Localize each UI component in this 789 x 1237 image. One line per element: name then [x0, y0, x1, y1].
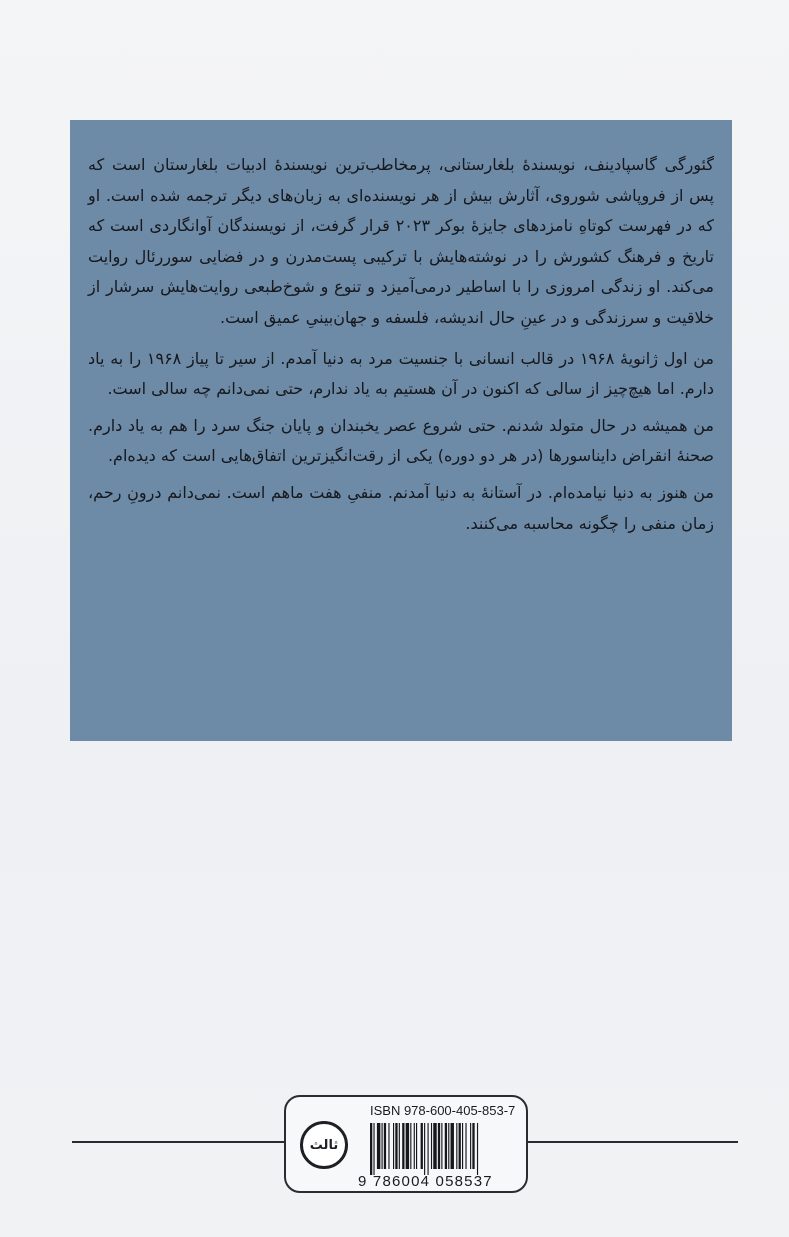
blurb-box: [70, 120, 732, 741]
quote-paragraph-2: من همیشه در حال متولد شدنم. حتی شروع عصر یخبندان و پایان جنگ سرد را هم به یاد دارم. صحنهٔ انقراض دایناسورها (در هر دو دوره) یکی از رقت‌انگیزترین اتفاق‌هایی است که دیده‌ام.: [88, 415, 714, 466]
footer-divider-right: [528, 1141, 738, 1143]
barcode-icon: [370, 1123, 522, 1175]
isbn-label: ISBN 978-600-405-853-7: [370, 1103, 516, 1118]
publisher-logo: [300, 1121, 348, 1169]
barcode-digits: 9 786004 058537: [358, 1173, 493, 1190]
publisher-logo-text: ثالث: [309, 1137, 339, 1153]
quote-paragraph-1: من اول ژانویهٔ ۱۹۶۸ در قالب انسانی با جنسیت مرد به دنیا آمدم. از سیر تا پیاز ۱۹۶۸ را به یاد دارم. اما هیچ‌چیز از سالی که اکنون در آن هستیم به یاد ندارم، حتی نمی‌دانم چه سالی است.: [88, 348, 714, 399]
quote-paragraph-3: من هنوز به دنیا نیامده‌ام. در آستانهٔ به دنیا آمدنم. منفیِ هفت ماهم است. نمی‌دانم درونِ رحم، زمان منفی را چگونه محاسبه می‌کنند.: [88, 482, 714, 533]
author-intro-paragraph: گئورگی گاسپادینف، نویسندهٔ بلغارستانی، پرمخاطب‌ترین نویسندهٔ ادبیات بلغارستان است که پس از فروپاشی شوروی، آثارش بیش از هر نویسنده‌ای به زبان‌های دیگر ترجمه شده است. او که در فهرست کوتاهِ نامزدهای جایزهٔ بوکر ۲۰۲۳ قرار گرفت، از نویسندگان آوانگاردی است که تاریخ و فرهنگ کشورش را در نوشته‌هایش با ترکیبی پست‌مدرن و در فضایی سوررئال روایت می‌کند. او زندگی امروزی را با اساطیر درمی‌آمیزد و تنوع و شوخ‌طبعی روایت‌هایش سرشار از خلاقیت و سرزندگی و در عینِ حال اندیشه، فلسفه و جهان‌بینیِ عمیق است.: [88, 155, 715, 327]
footer-divider-left: [72, 1141, 284, 1143]
isbn-barcode-box: [284, 1095, 528, 1193]
